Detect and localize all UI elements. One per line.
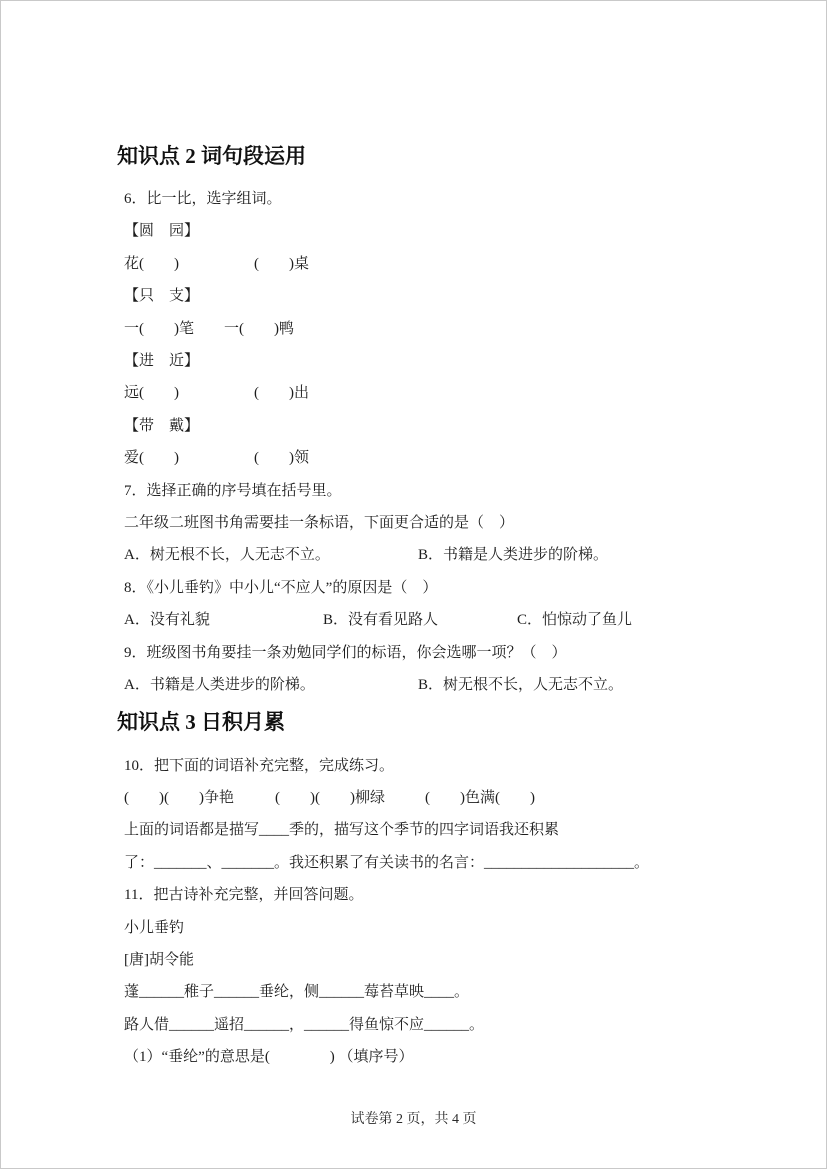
exam-content (117, 141, 767, 1074)
q6-pair2-choices: 【只 支】 (124, 288, 200, 305)
q6-pair3-choices: 【进 近】 (124, 353, 200, 370)
q8-option-c: C．怕惊动了鱼儿 (517, 612, 633, 629)
q9-options (124, 669, 767, 701)
q9-option-b: B．树无根不长，人无志不立。 (418, 677, 624, 694)
q7-title: 7．选择正确的序号填在括号里。 (124, 482, 342, 499)
q6-pair2-blanks: 一( )笔 一( )鸭 (124, 320, 294, 337)
kp2-heading: 知识点 2 词句段运用 (117, 144, 306, 168)
q11-poem-author: [唐]胡令能 (124, 951, 194, 968)
q7-option-a: A．树无根不长，人无志不立。 (124, 547, 330, 564)
q6-pair1-choices: 【圆 园】 (124, 223, 200, 240)
q6-pair3-blanks: 远( ) ( )出 (124, 385, 309, 402)
q11-poem-line-1: 蓬______稚子______垂纶，侧______莓苔草映____。 (124, 984, 470, 1001)
q9-title: 9．班级图书角要挂一条劝勉同学们的标语，你会选哪一项？（ ） (124, 644, 567, 661)
q10-line-2: 了：_______、_______。我还积累了有关读书的名言：____________________。 (124, 854, 650, 871)
q8-options (124, 604, 767, 636)
q11-title: 11．把古诗补充完整，并回答问题。 (124, 887, 364, 904)
q11-poem-title: 小儿垂钓 (124, 919, 185, 936)
q7-options (124, 539, 767, 571)
q10-idiom-1: ( )( )争艳 (124, 789, 234, 806)
q6-pair4-choices: 【带 戴】 (124, 417, 200, 434)
q10-idiom-3: ( )色满( ) (425, 789, 535, 806)
page-footer: 试卷第 2 页，共 4 页 (350, 1112, 477, 1127)
q10-title: 10．把下面的词语补充完整，完成练习。 (124, 757, 395, 774)
q11-poem-line-2: 路人借______遥招______，______得鱼惊不应______。 (124, 1016, 485, 1033)
q8-option-b: B．没有看见路人 (323, 612, 439, 629)
q6-pair1-blanks: 花( ) ( )桌 (124, 255, 309, 272)
q9-option-a: A．书籍是人类进步的阶梯。 (124, 677, 315, 694)
q10-line-1: 上面的词语都是描写____季的，描写这个季节的四字词语我还积累 (124, 822, 560, 839)
q10-idiom-2: ( )( )柳绿 (275, 789, 385, 806)
q8-option-a: A．没有礼貌 (124, 612, 210, 629)
q6-pair4-blanks: 爱( ) ( )领 (124, 450, 309, 467)
q11-sub-question-1: （1）“垂纶”的意思是( ) （填序号） (124, 1049, 414, 1066)
q10-idioms (124, 782, 767, 814)
q7-stem: 二年级二班图书角需要挂一条标语，下面更合适的是（ ） (124, 515, 515, 532)
q8-title: 8．《小儿垂钓》中小儿“不应人”的原因是（ ） (124, 579, 438, 596)
q6-title: 6．比一比，选字组词。 (124, 191, 282, 207)
q7-option-b: B．书籍是人类进步的阶梯。 (418, 547, 609, 564)
kp3-heading: 知识点 3 日积月累 (117, 709, 285, 734)
